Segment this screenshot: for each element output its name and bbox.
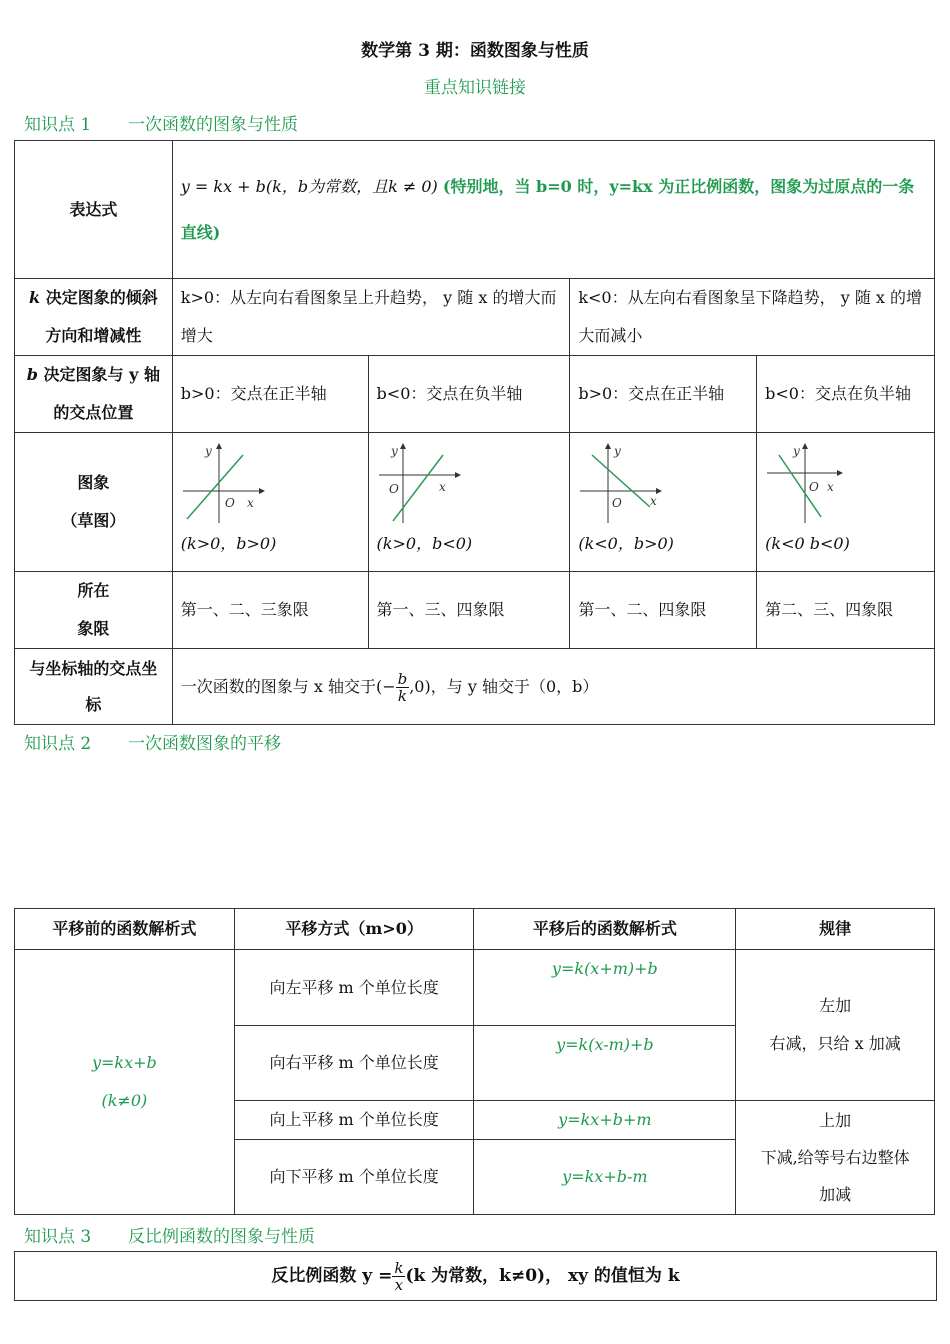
expression-label: 表达式 xyxy=(15,141,173,279)
rule-left-right-cell: 左加 右减，只给 x 加减 xyxy=(736,950,935,1101)
translation-table xyxy=(14,908,935,1215)
original-function-cell: y=kx+b (k≠0) xyxy=(15,950,235,1215)
b-cell: b>0：交点在正半轴 xyxy=(172,356,368,433)
section3-number: 知识点 3 xyxy=(24,1227,92,1247)
k-positive-cell: k>0：从左向右看图象呈上升趋势， y 随 x 的增大而增大 xyxy=(172,279,570,356)
svg-text:O: O xyxy=(612,496,623,510)
svg-text:O: O xyxy=(388,482,399,496)
result-cell: y=kx+b+m xyxy=(474,1101,736,1140)
method-cell: 向下平移 m 个单位长度 xyxy=(234,1140,474,1215)
linear-function-table xyxy=(14,140,935,725)
result-cell: y=k(x+m)+b xyxy=(474,950,736,1026)
fraction-k-over-x: $\frac{k}{x}$ xyxy=(394,1259,404,1294)
svg-text:y: y xyxy=(390,444,398,458)
page-subtitle: 重点知识链接 xyxy=(424,78,526,98)
quadrant-row xyxy=(15,572,935,649)
quadrant-label: 所在 象限 xyxy=(15,572,173,649)
expression-cell xyxy=(172,141,934,279)
k-effect-row xyxy=(15,279,935,356)
graph-caption: (k<0，b>0) xyxy=(578,534,674,553)
svg-text:y: y xyxy=(204,444,212,458)
svg-text:x: x xyxy=(650,494,658,508)
graph-cell xyxy=(570,433,757,572)
graph-caption: (k>0，b>0) xyxy=(180,534,277,553)
b-cell: b<0：交点在负半轴 xyxy=(757,356,935,433)
translation-header-row xyxy=(15,909,935,950)
section1-heading xyxy=(24,110,298,135)
b-cell: b<0：交点在负半轴 xyxy=(368,356,570,433)
inverse-proportion-box: 反比例函数 y = $\frac{k}{x}$ (k 为常数，k≠0)， xy 的值恒为 k xyxy=(14,1251,937,1301)
method-cell: 向上平移 m 个单位长度 xyxy=(234,1101,474,1140)
graph-caption: (k>0，b<0) xyxy=(376,534,473,553)
graph-k-pos-b-neg xyxy=(377,441,467,523)
fraction-b-over-k: $\frac{b}{k}$ xyxy=(397,669,408,705)
graph-cell xyxy=(757,433,935,572)
k-negative-cell: k<0：从左向右看图象呈下降趋势， y 随 x 的增大而减小 xyxy=(570,279,935,356)
section1-number: 知识点 1 xyxy=(24,115,92,135)
graph-k-pos-b-pos xyxy=(181,441,271,523)
rule-up-down-cell: 上加 下减,给等号右边整体 加减 xyxy=(736,1101,935,1215)
header-cell: 平移后的函数解析式 xyxy=(474,909,736,950)
method-cell: 向左平移 m 个单位长度 xyxy=(234,950,474,1026)
b-cell: b>0：交点在正半轴 xyxy=(570,356,757,433)
graph-label: 图象 （草图） xyxy=(15,433,173,572)
expression-formula: y = kx + b(k，b为常数，且k ≠ 0) xyxy=(180,176,438,196)
translation-row xyxy=(15,950,935,1026)
section3-title: 反比例函数的图象与性质 xyxy=(128,1227,316,1247)
k-effect-label: k 决定图象的倾斜方向和增减性 xyxy=(15,279,173,356)
section1-title: 一次函数的图象与性质 xyxy=(128,115,299,135)
result-cell: y=kx+b-m xyxy=(474,1140,736,1215)
method-cell: 向右平移 m 个单位长度 xyxy=(234,1026,474,1101)
intersection-label: 与坐标轴的交点坐标 xyxy=(15,649,173,725)
intersection-cell: 一次函数的图象与 x 轴交于(− $\frac{b}{k}$ ,0)，与 y 轴交于（0，b） xyxy=(172,649,934,725)
page-title: 数学第 3 期：函数图象与性质 xyxy=(361,41,589,61)
expression-row xyxy=(15,141,935,279)
svg-text:y: y xyxy=(793,444,800,458)
quadrant-cell: 第一、二、四象限 xyxy=(570,572,757,649)
svg-text:O: O xyxy=(224,496,235,510)
section3-heading xyxy=(24,1222,315,1247)
svg-text:y: y xyxy=(614,444,622,458)
expression-note: (特别地，当 b=0 时，y=kx 为正比例函数，图象为过原点的一条直线) xyxy=(180,176,915,242)
intersection-row xyxy=(15,649,935,725)
graph-k-neg-b-neg xyxy=(765,441,855,523)
header-cell: 规律 xyxy=(736,909,935,950)
section2-title: 一次函数图象的平移 xyxy=(128,734,282,754)
b-effect-row xyxy=(15,356,935,433)
quadrant-cell: 第二、三、四象限 xyxy=(757,572,935,649)
graph-caption: (k<0 b<0) xyxy=(765,534,850,553)
graph-k-neg-b-pos xyxy=(578,441,668,523)
header-cell: 平移方式（m>0） xyxy=(234,909,474,950)
section2-heading xyxy=(24,729,281,754)
graph-row xyxy=(15,433,935,572)
svg-text:x: x xyxy=(827,480,834,494)
header-cell: 平移前的函数解析式 xyxy=(15,909,235,950)
svg-text:x: x xyxy=(246,496,254,510)
result-cell: y=k(x-m)+b xyxy=(474,1026,736,1101)
graph-cell xyxy=(172,433,368,572)
section2-number: 知识点 2 xyxy=(24,734,92,754)
quadrant-cell: 第一、三、四象限 xyxy=(368,572,570,649)
b-effect-label: b 决定图象与 y 轴的交点位置 xyxy=(15,356,173,433)
quadrant-cell: 第一、二、三象限 xyxy=(172,572,368,649)
graph-cell xyxy=(368,433,570,572)
svg-text:O: O xyxy=(809,480,819,494)
svg-text:x: x xyxy=(438,480,446,494)
